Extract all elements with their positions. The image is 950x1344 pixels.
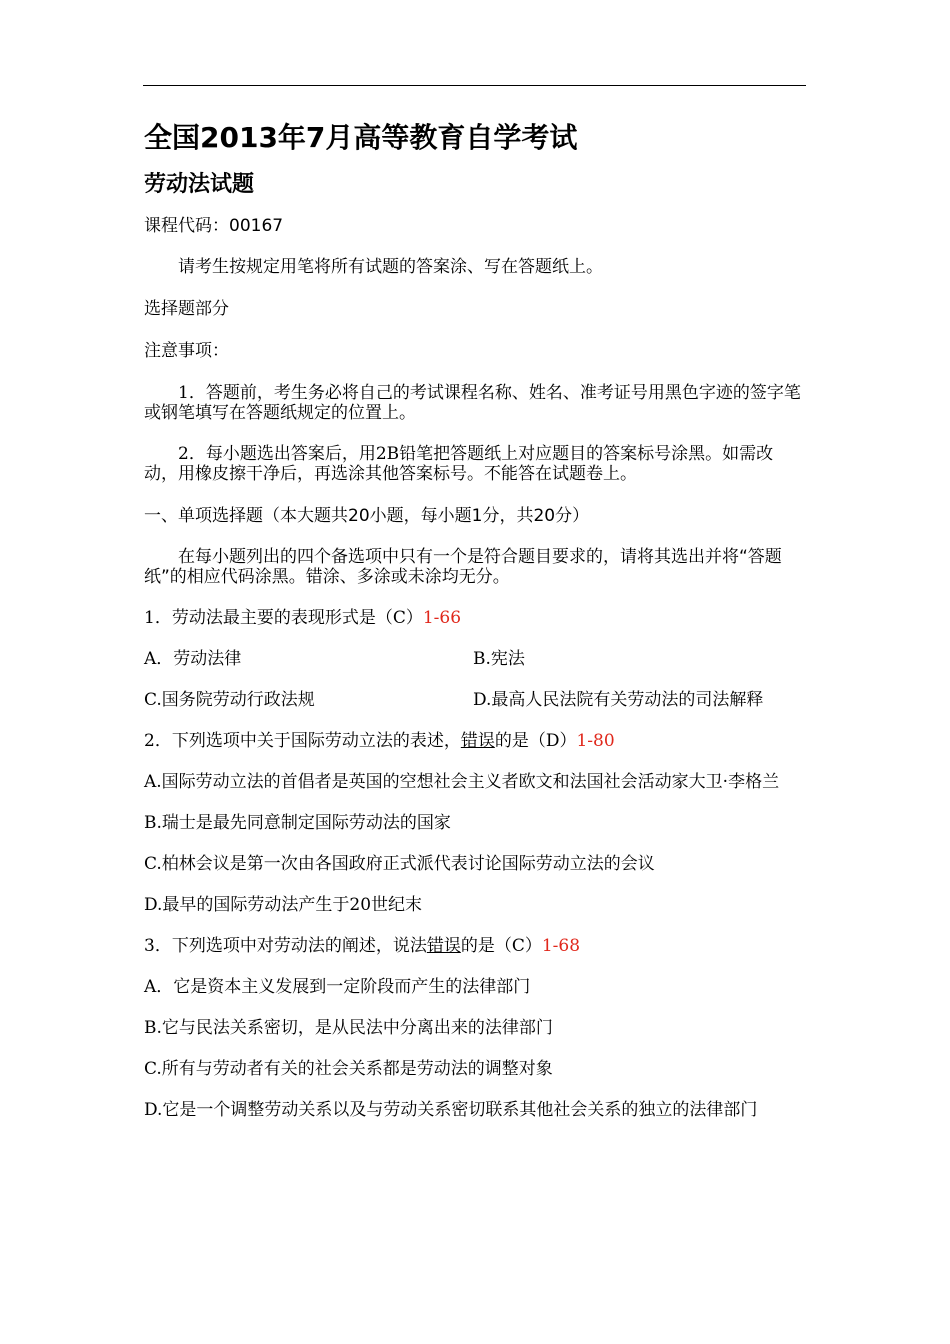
option-d: D.最早的国际劳动法产生于20世纪末 <box>144 895 423 915</box>
question-text: 2．下列选项中关于国际劳动立法的表述， <box>144 731 461 751</box>
option-b: B.瑞士是最先同意制定国际劳动法的国家 <box>144 813 451 833</box>
question-stem <box>144 731 806 751</box>
option-a: A．它是资本主义发展到一定阶段而产生的法律部门 <box>144 977 531 997</box>
option-a: A．劳动法律 <box>144 649 242 669</box>
option-row <box>144 690 806 710</box>
option-d: D.最高人民法院有关劳动法的司法解释 <box>473 690 764 710</box>
underlined-keyword: 错误 <box>426 936 461 956</box>
part-instruction: 在每小题列出的四个备选项中只有一个是符合题目要求的，请将其选出并将“答题纸”的相应代码涂黑。错涂、多涂或未涂均无分。 <box>144 547 782 587</box>
notes-label: 注意事项： <box>144 341 229 361</box>
question-text: 1．劳动法最主要的表现形式是（C） <box>144 608 423 628</box>
question-text: 的是（C） <box>460 936 542 956</box>
question-text: 的是（D） <box>494 731 577 751</box>
option-b: B.它与民法关系密切，是从民法中分离出来的法律部门 <box>144 1018 553 1038</box>
option-c: C.柏林会议是第一次由各国政府正式派代表讨论国际劳动立法的会议 <box>144 854 655 874</box>
question-reference: 1-80 <box>576 731 615 751</box>
question-text: 3．下列选项中对劳动法的阐述，说法 <box>144 936 427 956</box>
option-a: A.国际劳动立法的首倡者是英国的空想社会主义者欧文和法国社会活动家大卫·李格兰 <box>144 772 780 792</box>
part-heading: 一、单项选择题（本大题共20小题，每小题1分，共20分） <box>144 506 590 526</box>
question-stem <box>144 608 806 628</box>
question-stem <box>144 936 806 956</box>
option-c: C.所有与劳动者有关的社会关系都是劳动法的调整对象 <box>144 1059 553 1079</box>
section-label: 选择题部分 <box>144 299 229 319</box>
answer-instruction: 请考生按规定用笔将所有试题的答案涂、写在答题纸上。 <box>178 257 603 277</box>
course-code: 课程代码：00167 <box>144 216 284 236</box>
header-rule <box>143 85 806 86</box>
option-d: D.它是一个调整劳动关系以及与劳动关系密切联系其他社会关系的独立的法律部门 <box>144 1100 758 1120</box>
exam-subject: 劳动法试题 <box>144 172 255 197</box>
option-b: B.宪法 <box>473 649 525 669</box>
option-row <box>144 649 806 669</box>
note-item-1: 1．答题前，考生务必将自己的考试课程名称、姓名、准考证号用黑色字迹的签字笔或钢笔填写在答题纸规定的位置上。 <box>144 383 801 423</box>
option-c: C.国务院劳动行政法规 <box>144 690 315 710</box>
question-reference: 1-68 <box>541 936 581 956</box>
exam-title: 全国2013年7月高等教育自学考试 <box>144 121 578 154</box>
note-item-2: 2．每小题选出答案后，用2B铅笔把答题纸上对应题目的答案标号涂黑。如需改动，用橡皮擦干净后，再选涂其他答案标号。不能答在试题卷上。 <box>144 444 774 484</box>
question-reference: 1-66 <box>422 608 462 628</box>
underlined-keyword: 错误 <box>460 731 495 751</box>
document-body <box>144 118 806 1120</box>
